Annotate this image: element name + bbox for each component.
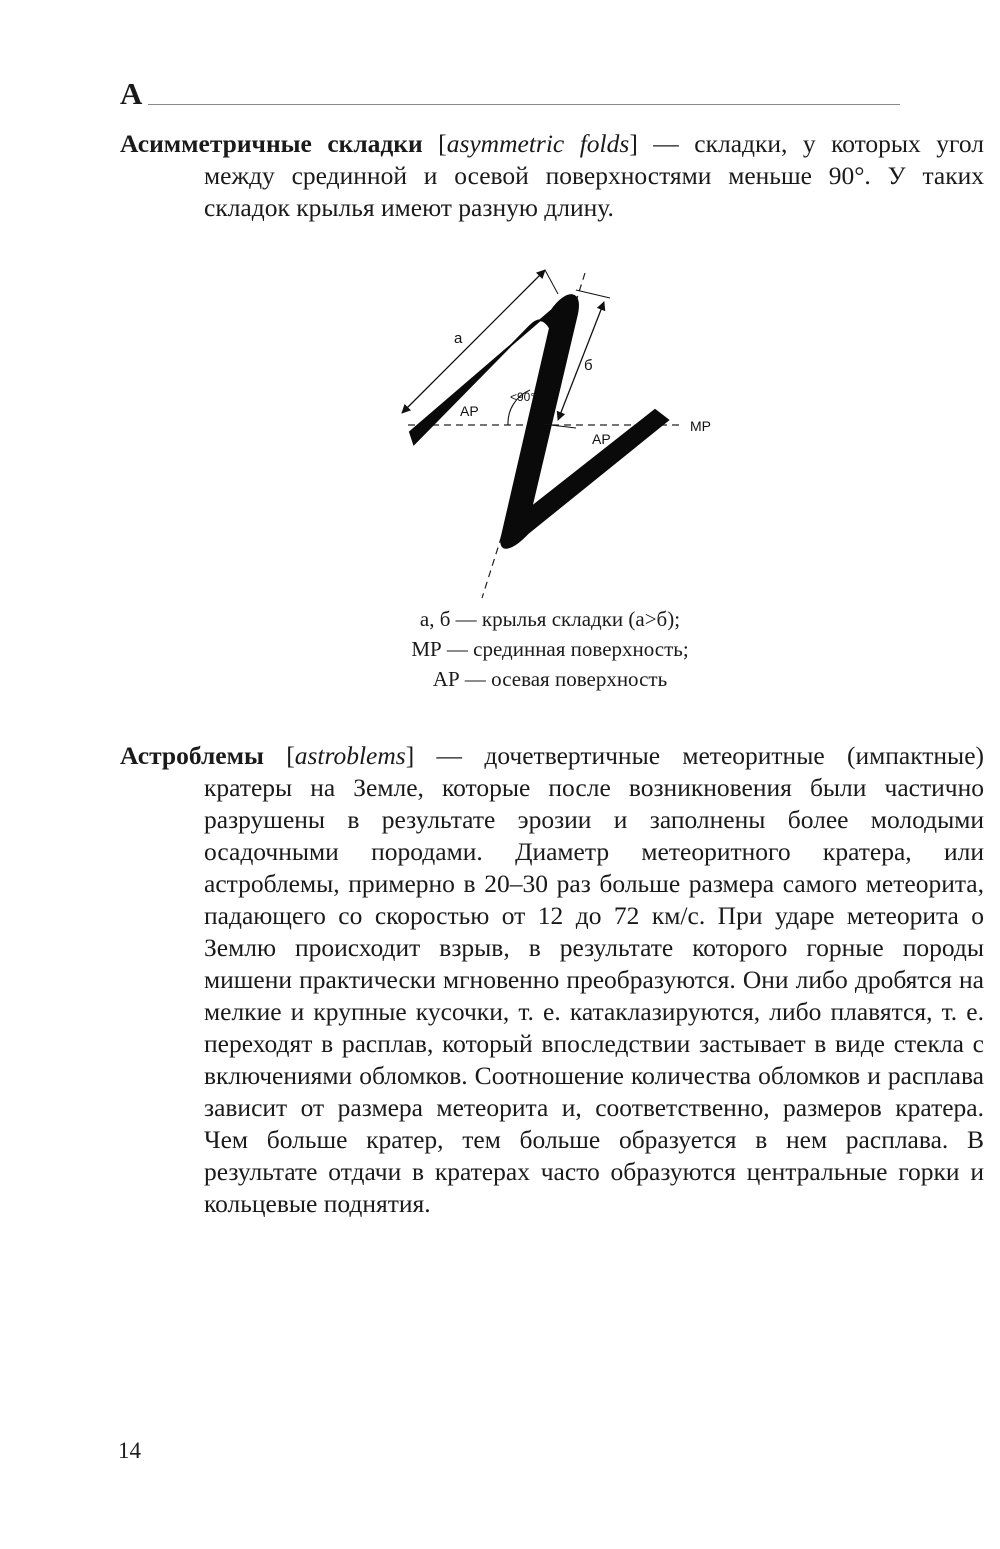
entry-term: Асимметричные складки: [120, 129, 423, 158]
entry-definition: складки, у которых угол между срединной и осевой поверхностями меньше 90°. У таких складок крылья имеют разную длину.: [204, 129, 984, 222]
caption-line-3: АР — осевая поверхность: [432, 667, 668, 691]
caption-line-1: а, б — крылья складки (а>б);: [419, 607, 681, 631]
wing-b-extension-top: [576, 290, 610, 298]
asymmetric-fold-diagram: [380, 258, 740, 614]
label-ap-left: АР: [460, 403, 479, 419]
entry-definition: дочетвертичные метеоритные (импактные) кратеры на Земле, которые после возникновения были частично разрушены в результате эрозии и заполнены более молодыми осадочными породами. Диаметр метеоритного кратера, или астроблемы, примерно в 20–30 раз больше размера самого метеорита, падающего со скоростью от 12 до 72 км/с. При ударе метеорита о Землю происходит взрыв, в результате которого горные породы мишени практически мгновенно преобразуются. Они либо дробятся на мелкие и крупные кусочки, т. е. катаклазируются, либо плавятся, т. е. переходят в расплав, который впоследствии застывает в виде стекла с включениями обломков. Соотношение количества обломков и расплава зависит от размера метеорита и, соответственно, размеров кратера. Чем больше кратер, тем больше образуется в нем расплава. В результате отдачи в кратерах часто образуются центральные горки и кольцевые поднятия.: [204, 741, 985, 1218]
entry-astroblems: Астроблемы [astroblems] — дочетвертичные метеоритные (импактные) кратеры на Земле, которые после возникновения были частично разрушены в результате эрозии и заполнены более молодыми осадочными породами. Диаметр метеоритного кратера, или астроблемы, примерно в 20–30 раз больше размера самого метеорита, падающего со скоростью от 12 до 72 км/с. При ударе метеорита о Землю происходит взрыв, в результате которого горные породы мишени практически мгновенно преобразуются. Они либо дробятся на мелкие и крупные кусочки, т. е. катаклазируются, либо плавятся, т. е. переходят в расплав, который впоследствии застывает в виде стекла с включениями обломков. Соотношение количества обломков и расплава зависит от размера метеорита и, соответственно, размеров кратера. Чем больше кратер, тем больше образуется в нем расплава. В результате отдачи в кратерах часто образуются центральные горки и кольцевые поднятия.: [120, 741, 985, 1218]
figure-caption: [300, 604, 800, 694]
entry-english: astroblems: [294, 741, 406, 770]
entry-english: asymmetric folds: [446, 129, 630, 158]
label-b: б: [584, 357, 593, 374]
fold-layer: [410, 295, 668, 548]
label-ap-right: АР: [592, 431, 611, 447]
wing-a-extension: [545, 270, 558, 294]
section-letter: А: [120, 76, 143, 111]
label-angle: <90°: [510, 390, 536, 404]
label-a: а: [454, 330, 463, 347]
header-rule: [148, 104, 900, 105]
entry-term: Астроблемы: [120, 741, 264, 770]
page-number: 14: [118, 1438, 141, 1463]
caption-line-2: МР — срединная поверхность;: [411, 637, 689, 661]
entry-asymmetric-folds: Асимметричные складки [asymmetric folds] — складки, у которых угол между срединной и осевой поверхностями меньше 90°. У таких складок крылья имеют разную длину.: [120, 129, 984, 222]
label-mp: МР: [690, 418, 711, 434]
